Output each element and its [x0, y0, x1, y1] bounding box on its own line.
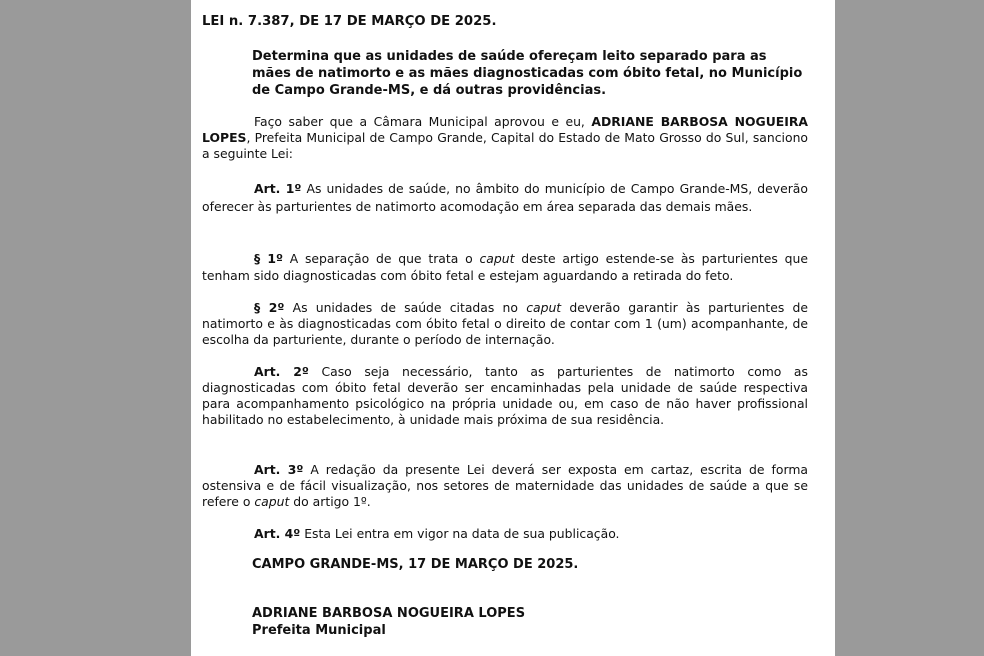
- article-4-text: Esta Lei entra em vigor na data de sua publicação.: [300, 526, 620, 541]
- article-3-caput: caput: [254, 494, 290, 509]
- paragraph-1: [202, 250, 808, 284]
- preamble: [202, 114, 808, 162]
- paragraph-1-label: § 1º: [254, 251, 283, 266]
- signature-name: ADRIANE BARBOSA NOGUEIRA LOPES: [252, 606, 526, 621]
- law-ementa: Determina que as unidades de saúde ofereçam leito separado para as mães de natimorto e as mães diagnosticadas com óbito fetal, no Município de Campo Grande-MS, e dá outras providências.: [252, 49, 803, 98]
- paragraph-1-text-b: deste artigo estende-se às parturientes que tenham sido diagnosticadas com óbito fetal e estejam aguardando a retirada do feto.: [202, 251, 808, 283]
- law-document-page: [191, 0, 835, 656]
- article-4-label: Art. 4º: [254, 526, 301, 541]
- paragraph-2: [202, 300, 808, 348]
- article-3-label: Art. 3º: [254, 462, 304, 477]
- article-4: [254, 526, 814, 542]
- article-2-text: Caso seja necessário, tanto as parturientes de natimorto como as diagnosticadas com óbito fetal deverão ser encaminhadas pela unidade de saúde respectiva para acompanhamento psicológico na própria unidade ou, em caso de não haver profissional habilitado no estabelecimento, à unidade mais próxima de sua residência.: [202, 364, 808, 427]
- article-2: [202, 364, 808, 428]
- paragraph-2-label: § 2º: [254, 300, 285, 315]
- paragraph-2-text-b: deverão garantir às parturientes de natimorto e às diagnosticadas com óbito fetal o direito de contar com 1 (um) acompanhante, de escolha da parturiente, durante o período de internação.: [202, 300, 809, 347]
- article-3: [202, 462, 808, 510]
- paragraph-1-text-a: A separação de que trata o: [282, 251, 480, 266]
- preamble-text-after: , Prefeita Municipal de Campo Grande, Capital do Estado de Mato Grosso do Sul, sanciono a seguinte Lei:: [202, 130, 808, 161]
- article-1: [202, 180, 808, 216]
- article-1-text: As unidades de saúde, no âmbito do município de Campo Grande-MS, deverão oferecer às parturientes de natimorto acomodação em área separada das demais mães.: [202, 181, 808, 214]
- place-and-date: CAMPO GRANDE-MS, 17 DE MARÇO DE 2025.: [252, 557, 579, 572]
- article-1-label: Art. 1º: [254, 181, 302, 196]
- article-2-label: Art. 2º: [254, 364, 309, 379]
- paragraph-1-caput: caput: [479, 251, 515, 266]
- article-3-text-a: A redação da presente Lei deverá ser exposta em cartaz, escrita de forma ostensiva e de fácil visualização, nos setores de maternidade das unidades de saúde a que se refere o: [202, 462, 808, 509]
- preamble-text-before: Faço saber que a Câmara Municipal aprovou e eu,: [254, 114, 592, 129]
- law-header: LEI n. 7.387, DE 17 DE MARÇO DE 2025.: [202, 14, 497, 29]
- article-3-text-b: do artigo 1º.: [289, 494, 371, 509]
- paragraph-2-caput: caput: [526, 300, 562, 315]
- paragraph-2-text-a: As unidades de saúde citadas no: [284, 300, 527, 315]
- preamble-mayor-name: ADRIANE BARBOSA NOGUEIRA LOPES: [202, 114, 808, 145]
- signature-title: Prefeita Municipal: [252, 623, 386, 638]
